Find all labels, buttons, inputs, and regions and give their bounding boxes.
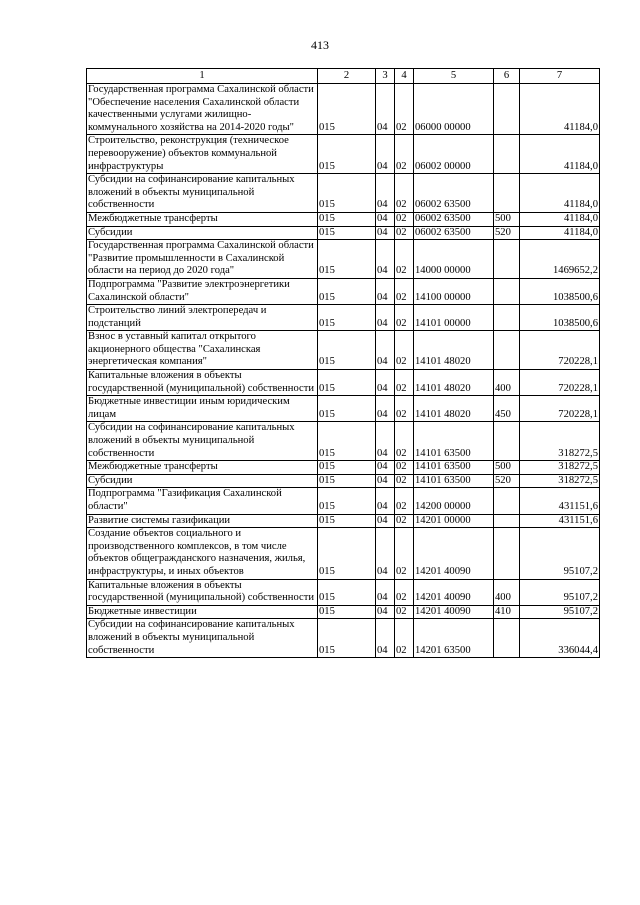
cell-target: 14200 00000: [414, 488, 494, 514]
cell-target: 14201 00000: [414, 514, 494, 528]
cell-ministry: 015: [318, 488, 376, 514]
cell-target: 06002 00000: [414, 135, 494, 174]
table-row: [87, 226, 600, 240]
cell-target: 14201 40090: [414, 579, 494, 605]
cell-vr: 520: [494, 226, 520, 240]
cell-target: 14101 48020: [414, 370, 494, 396]
cell-ministry: 015: [318, 370, 376, 396]
cell-subsection: 02: [395, 305, 414, 331]
cell-section: 04: [376, 135, 395, 174]
table-row: [87, 212, 600, 226]
cell-vr: [494, 488, 520, 514]
cell-vr: [494, 240, 520, 279]
cell-ministry: 015: [318, 528, 376, 579]
cell-name: Строительство линий электропередач и подстанций: [87, 305, 318, 331]
table-row: [87, 579, 600, 605]
cell-name: Строительство, реконструкция (техническое перевооружение) объектов коммунальной инфраструктуры: [87, 135, 318, 174]
cell-ministry: 015: [318, 331, 376, 370]
cell-ministry: 015: [318, 579, 376, 605]
cell-vr: 520: [494, 474, 520, 488]
col-header-subsection: 4: [395, 69, 414, 84]
col-header-target: 5: [414, 69, 494, 84]
cell-subsection: 02: [395, 528, 414, 579]
table-row: [87, 474, 600, 488]
cell-subsection: 02: [395, 278, 414, 304]
cell-amount: 720228,1: [520, 370, 600, 396]
cell-subsection: 02: [395, 212, 414, 226]
cell-name: Бюджетные инвестиции иным юридическим лицам: [87, 396, 318, 422]
cell-subsection: 02: [395, 174, 414, 213]
cell-section: 04: [376, 84, 395, 135]
cell-vr: [494, 135, 520, 174]
cell-amount: 720228,1: [520, 331, 600, 370]
cell-name: Субсидии: [87, 226, 318, 240]
table-row: [87, 619, 600, 658]
table-row: [87, 461, 600, 475]
cell-name: Развитие системы газификации: [87, 514, 318, 528]
cell-name: Бюджетные инвестиции: [87, 605, 318, 619]
cell-ministry: 015: [318, 240, 376, 279]
cell-name: Взнос в уставный капитал открытого акционерного общества "Сахалинская энергетическая компания": [87, 331, 318, 370]
cell-section: 04: [376, 240, 395, 279]
cell-name: Создание объектов социального и производственного комплексов, в том числе объектов общегражданского назначения, жилья, инфраструктуры, и иных объектов: [87, 528, 318, 579]
cell-name: Субсидии: [87, 474, 318, 488]
table-row: [87, 396, 600, 422]
table-row: [87, 605, 600, 619]
cell-target: 14101 63500: [414, 474, 494, 488]
cell-section: 04: [376, 528, 395, 579]
cell-ministry: 015: [318, 514, 376, 528]
cell-vr: [494, 422, 520, 461]
cell-subsection: 02: [395, 422, 414, 461]
table-row: [87, 174, 600, 213]
table-row: [87, 278, 600, 304]
cell-amount: 41184,0: [520, 135, 600, 174]
cell-subsection: 02: [395, 488, 414, 514]
cell-name: Подпрограмма "Развитие электроэнергетики Сахалинской области": [87, 278, 318, 304]
cell-vr: [494, 278, 520, 304]
table-row: [87, 488, 600, 514]
cell-target: 06000 00000: [414, 84, 494, 135]
cell-vr: 400: [494, 370, 520, 396]
cell-ministry: 015: [318, 174, 376, 213]
cell-vr: [494, 331, 520, 370]
cell-subsection: 02: [395, 396, 414, 422]
cell-amount: 41184,0: [520, 174, 600, 213]
cell-subsection: 02: [395, 605, 414, 619]
cell-target: 06002 63500: [414, 212, 494, 226]
table-row: [87, 135, 600, 174]
cell-subsection: 02: [395, 514, 414, 528]
cell-section: 04: [376, 278, 395, 304]
cell-amount: 318272,5: [520, 461, 600, 475]
cell-target: 14000 00000: [414, 240, 494, 279]
col-header-ministry: 2: [318, 69, 376, 84]
cell-amount: 41184,0: [520, 226, 600, 240]
cell-name: Подпрограмма "Газификация Сахалинской области": [87, 488, 318, 514]
budget-table: [86, 68, 600, 658]
cell-amount: 1469652,2: [520, 240, 600, 279]
cell-amount: 95107,2: [520, 605, 600, 619]
cell-target: 14101 48020: [414, 396, 494, 422]
cell-vr: [494, 174, 520, 213]
cell-name: Государственная программа Сахалинской области "Обеспечение населения Сахалинской области качественными услугами жилищно-коммунального хозяйства на 2014-2020 годы": [87, 84, 318, 135]
cell-name: Капитальные вложения в объекты государственной (муниципальной) собственности: [87, 579, 318, 605]
cell-target: 14201 40090: [414, 605, 494, 619]
cell-ministry: 015: [318, 605, 376, 619]
cell-name: Субсидии на софинансирование капитальных вложений в объекты муниципальной собственности: [87, 174, 318, 213]
cell-name: Межбюджетные трансферты: [87, 461, 318, 475]
cell-ministry: 015: [318, 396, 376, 422]
table-row: [87, 305, 600, 331]
cell-name: Субсидии на софинансирование капитальных вложений в объекты муниципальной собственности: [87, 619, 318, 658]
cell-section: 04: [376, 212, 395, 226]
cell-amount: 318272,5: [520, 474, 600, 488]
cell-section: 04: [376, 461, 395, 475]
cell-subsection: 02: [395, 370, 414, 396]
cell-vr: 400: [494, 579, 520, 605]
cell-section: 04: [376, 226, 395, 240]
cell-target: 14201 40090: [414, 528, 494, 579]
cell-section: 04: [376, 174, 395, 213]
cell-subsection: 02: [395, 240, 414, 279]
cell-amount: 336044,4: [520, 619, 600, 658]
col-header-amount: 7: [520, 69, 600, 84]
cell-subsection: 02: [395, 135, 414, 174]
cell-amount: 95107,2: [520, 579, 600, 605]
table-row: [87, 370, 600, 396]
cell-target: 14100 00000: [414, 278, 494, 304]
cell-subsection: 02: [395, 84, 414, 135]
cell-ministry: 015: [318, 135, 376, 174]
cell-amount: 431151,6: [520, 488, 600, 514]
cell-subsection: 02: [395, 619, 414, 658]
cell-section: 04: [376, 605, 395, 619]
page-number: 413: [311, 38, 329, 52]
cell-target: 14101 48020: [414, 331, 494, 370]
cell-target: 06002 63500: [414, 226, 494, 240]
cell-section: 04: [376, 370, 395, 396]
cell-section: 04: [376, 514, 395, 528]
cell-ministry: 015: [318, 474, 376, 488]
cell-name: Капитальные вложения в объекты государственной (муниципальной) собственности: [87, 370, 318, 396]
cell-subsection: 02: [395, 579, 414, 605]
cell-target: 14101 63500: [414, 422, 494, 461]
table-row: [87, 84, 600, 135]
cell-vr: [494, 305, 520, 331]
cell-ministry: 015: [318, 226, 376, 240]
col-header-name: 1: [87, 69, 318, 84]
cell-name: Межбюджетные трансферты: [87, 212, 318, 226]
cell-vr: 500: [494, 212, 520, 226]
cell-amount: 1038500,6: [520, 278, 600, 304]
cell-target: 06002 63500: [414, 174, 494, 213]
cell-amount: 1038500,6: [520, 305, 600, 331]
cell-name: Государственная программа Сахалинской области "Развитие промышленности в Сахалинской области на период до 2020 года": [87, 240, 318, 279]
cell-vr: [494, 514, 520, 528]
cell-ministry: 015: [318, 278, 376, 304]
cell-amount: 41184,0: [520, 84, 600, 135]
cell-vr: [494, 528, 520, 579]
table-row: [87, 422, 600, 461]
cell-target: 14101 00000: [414, 305, 494, 331]
header-row: [87, 69, 600, 84]
cell-amount: 720228,1: [520, 396, 600, 422]
cell-vr: 450: [494, 396, 520, 422]
table-row: [87, 331, 600, 370]
cell-amount: 95107,2: [520, 528, 600, 579]
cell-subsection: 02: [395, 461, 414, 475]
cell-ministry: 015: [318, 212, 376, 226]
table-row: [87, 240, 600, 279]
cell-vr: 500: [494, 461, 520, 475]
cell-amount: 41184,0: [520, 212, 600, 226]
cell-ministry: 015: [318, 461, 376, 475]
cell-ministry: 015: [318, 422, 376, 461]
cell-vr: [494, 619, 520, 658]
cell-section: 04: [376, 474, 395, 488]
cell-amount: 318272,5: [520, 422, 600, 461]
cell-section: 04: [376, 422, 395, 461]
cell-ministry: 015: [318, 305, 376, 331]
cell-subsection: 02: [395, 331, 414, 370]
cell-target: 14201 63500: [414, 619, 494, 658]
table-row: [87, 528, 600, 579]
cell-target: 14101 63500: [414, 461, 494, 475]
cell-section: 04: [376, 305, 395, 331]
cell-amount: 431151,6: [520, 514, 600, 528]
cell-section: 04: [376, 579, 395, 605]
cell-section: 04: [376, 396, 395, 422]
cell-subsection: 02: [395, 474, 414, 488]
cell-vr: 410: [494, 605, 520, 619]
cell-subsection: 02: [395, 226, 414, 240]
table-row: [87, 514, 600, 528]
cell-name: Субсидии на софинансирование капитальных вложений в объекты муниципальной собственности: [87, 422, 318, 461]
cell-section: 04: [376, 619, 395, 658]
cell-section: 04: [376, 331, 395, 370]
cell-vr: [494, 84, 520, 135]
cell-section: 04: [376, 488, 395, 514]
cell-ministry: 015: [318, 84, 376, 135]
cell-ministry: 015: [318, 619, 376, 658]
col-header-section: 3: [376, 69, 395, 84]
col-header-vr: 6: [494, 69, 520, 84]
